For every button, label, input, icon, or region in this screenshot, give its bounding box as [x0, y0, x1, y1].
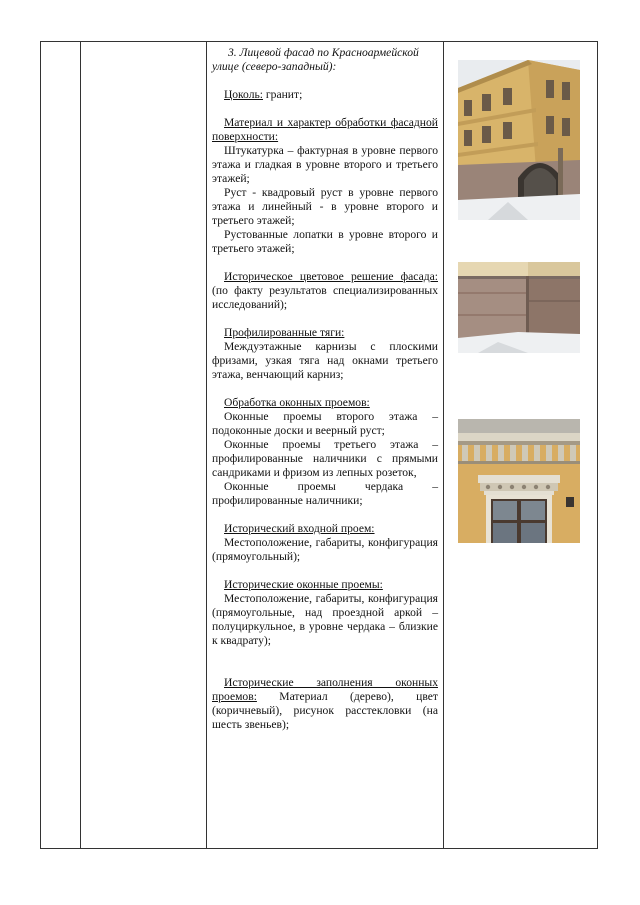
plinth-block	[212, 88, 438, 102]
windows-treatment-line: Оконные проемы второго этажа – подоконные доски и веерный руст;	[212, 410, 438, 437]
description-text	[207, 42, 443, 732]
entrance-block	[212, 522, 438, 564]
windows-treatment-line: Оконные проемы третьего этажа – профилированные наличники с прямыми сандриками и фризом из лепных розеток,	[212, 438, 438, 479]
number-cell	[41, 42, 81, 849]
color-label: Историческое цветовое решение фасада:	[224, 270, 438, 283]
cornices-line: Междуэтажные карнизы с плоскими фризами, узкая тяга над окнами третьего этажа, венчающий карниз;	[212, 340, 438, 381]
surface-line: Руст - квадровый руст в уровне первого этажа и линейный - в уровне второго и третьего этажей;	[212, 186, 438, 227]
window-fillings-label: Исторические заполнения оконных проемов:	[212, 676, 438, 703]
windows-treatment-block	[212, 396, 438, 508]
entrance-label: Исторический входной проем:	[224, 522, 375, 535]
entrance-line: Местоположение, габариты, конфигурация (прямоугольный);	[212, 536, 438, 563]
surface-line: Штукатурка – фактурная в уровне первого этажа и гладкая в уровне второго и третьего этажей;	[212, 144, 438, 185]
section-heading: 3. Лицевой фасад по Красноармейской улице (северо-западный):	[212, 46, 419, 73]
plinth-photo	[458, 262, 580, 353]
windows-treatment-line: Оконные проемы чердака – профилированные наличники;	[212, 480, 438, 507]
surface-label: Материал и характер обработки фасадной поверхности:	[212, 116, 438, 143]
windows-treatment-label: Обработка оконных проемов:	[224, 396, 370, 409]
color-value: (по факту результатов специализированных исследований);	[212, 284, 438, 311]
surface-line: Рустованные лопатки в уровне второго и третьего этажей;	[212, 228, 438, 255]
element-cell	[81, 42, 207, 849]
window-fillings-value: Материал (дерево), цвет (коричневый), рисунок расстекловки (на шесть звеньев);	[212, 690, 438, 731]
color-block	[212, 270, 438, 312]
cornices-block	[212, 326, 438, 382]
cornices-label: Профилированные тяги:	[224, 326, 345, 339]
plinth-value: гранит;	[263, 88, 303, 101]
window-openings-label: Исторические оконные проемы:	[224, 578, 383, 591]
plinth-label: Цоколь:	[224, 88, 263, 101]
monument-subject-table	[40, 41, 598, 849]
surface-block	[212, 116, 438, 256]
window-openings-line: Местоположение, габариты, конфигурация (прямоугольные, над проездной аркой – полуциркульное, в уровне чердака – близкие к квадрату);	[212, 592, 438, 647]
facade-photo	[458, 60, 580, 220]
description-cell	[207, 42, 444, 849]
window-detail-photo	[458, 419, 580, 543]
window-openings-block	[212, 578, 438, 648]
photo-cell	[444, 42, 598, 849]
window-fillings-block	[212, 676, 438, 732]
